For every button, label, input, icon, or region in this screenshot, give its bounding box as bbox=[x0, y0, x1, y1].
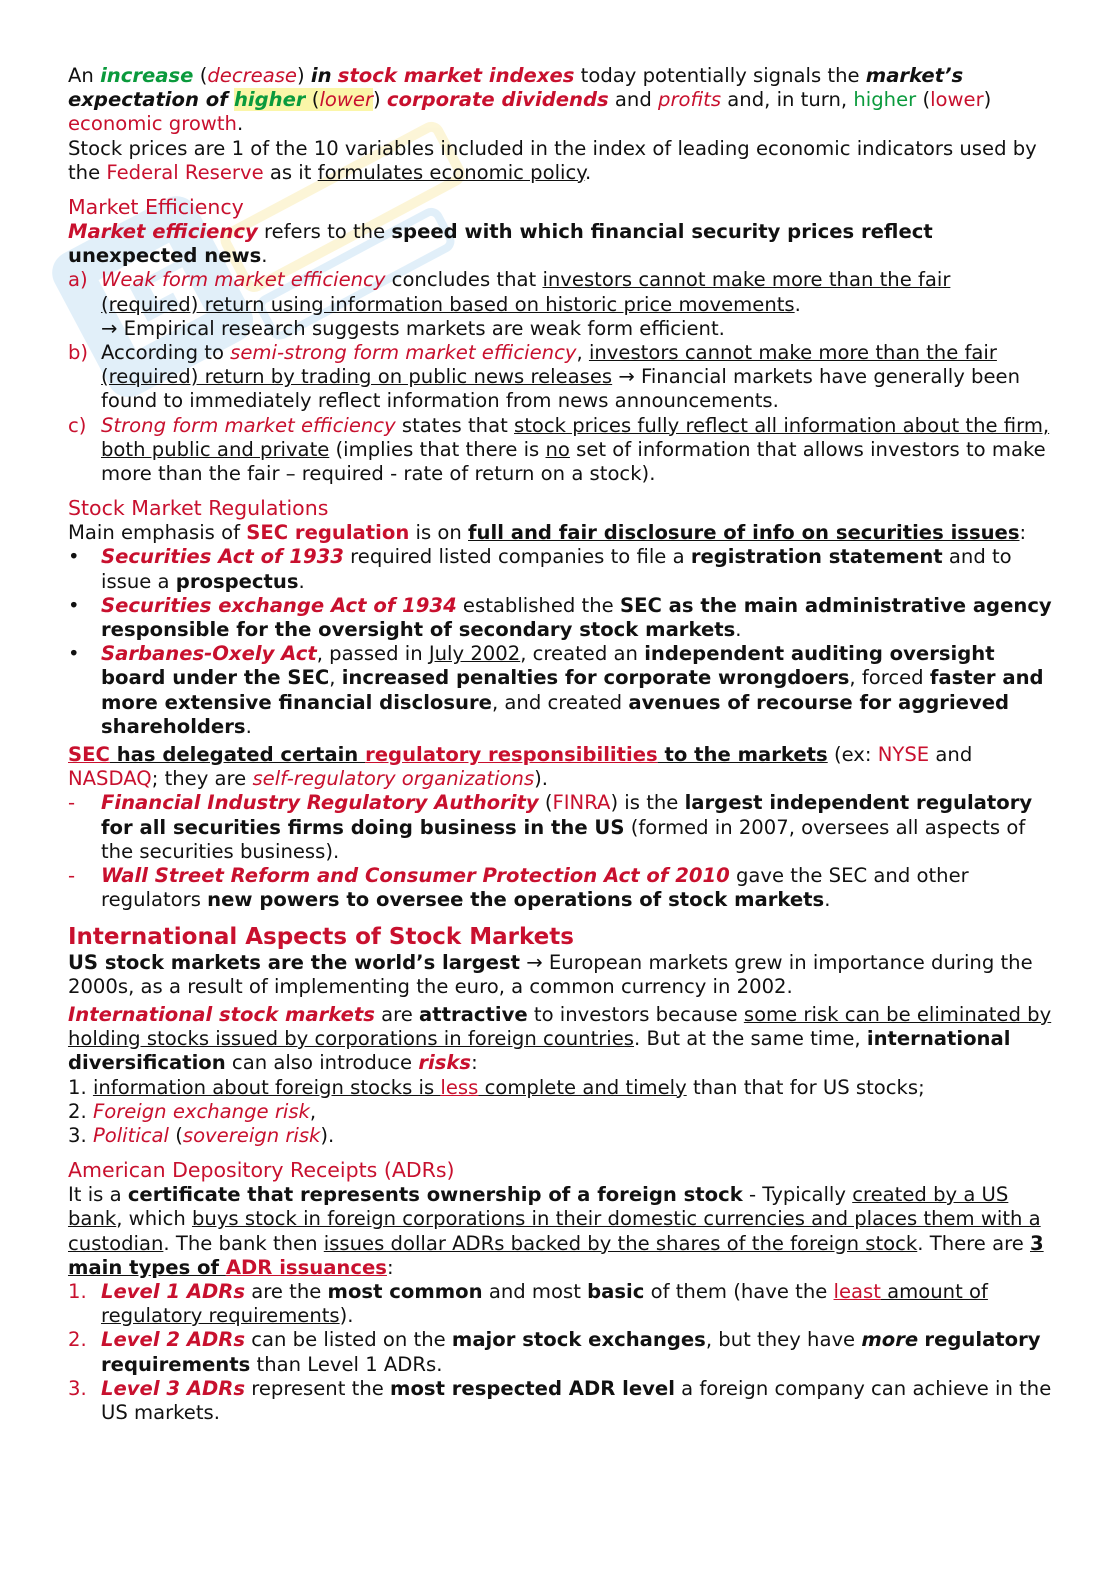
regulations-intro: Main emphasis of SEC regulation is on full and fair disclosure of info on securities issues: bbox=[68, 521, 1027, 545]
corporate-dividends-term: corporate dividends bbox=[386, 88, 609, 112]
list-item: a) Weak form market efficiency concludes that investors cannot make more than the fair (required) return using information based on historic price movements. → Empirical research suggests markets are weak form efficient. bbox=[68, 268, 951, 340]
sec-delegation-paragraph: SEC has delegated certain regulatory responsibilities to the markets (ex: NYSE and NASDAQ; they are self-regulatory organizations). bbox=[68, 743, 973, 791]
paragraph-stock-indexes: An increase (decrease) in stock market indexes today potentially signals the market’s expectation of higher (lower) corporate dividends and profits and, in turn, higher (lower) economic growth. bbox=[68, 64, 992, 136]
heading-stock-market-regulations: Stock Market Regulations bbox=[68, 496, 329, 521]
risk-item-3: 3. Political (sovereign risk). bbox=[68, 1123, 335, 1147]
stock-market-indexes-term: stock market indexes bbox=[337, 64, 575, 87]
decrease-term: decrease bbox=[207, 64, 297, 87]
regulators-dash-list bbox=[68, 791, 1053, 912]
list-item: - Financial Industry Regulatory Authority (FINRA) is the largest independent regulatory for all securities firms doing business in the US (formed in 2007, oversees all aspects of the securities business). bbox=[68, 791, 1033, 863]
regulations-bullet-list bbox=[68, 545, 1053, 739]
international-attractive-paragraph: International stock markets are attractive to investors because some risk can be eliminated by holding stocks issued by corporations in foreign countries. But at the same time, international diversification can also introduce risks: bbox=[68, 1002, 1052, 1075]
lower-term: lower bbox=[319, 88, 374, 112]
heading-adrs: American Depository Receipts (ADRs) bbox=[68, 1158, 455, 1183]
document-page bbox=[68, 64, 1053, 1425]
adr-definition-paragraph: It is a certificate that represents ownership of a foreign stock - Typically created by a US bank, which buys stock in foreign corporations in their domestic currencies and places them with a custodian. The bank then issues dollar ADRs backed by the shares of the foreign stock. There are 3 main types of ADR issuances: bbox=[68, 1183, 1044, 1279]
economic-growth-term: economic growth bbox=[68, 112, 237, 136]
list-item: - Wall Street Reform and Consumer Protection Act of 2010 gave the SEC and other regulators new powers to oversee the operations of stock markets. bbox=[68, 864, 969, 912]
heading-market-efficiency: Market Efficiency bbox=[68, 195, 244, 220]
heading-international-aspects: International Aspects of Stock Markets bbox=[68, 923, 574, 950]
federal-reserve-term: Federal Reserve bbox=[106, 160, 264, 184]
list-item: 2. Level 2 ADRs can be listed on the major stock exchanges, but they have more regulatory requirements than Level 1 ADRs. bbox=[68, 1328, 1041, 1376]
list-item: • Securities Act of 1933 required listed companies to file a registration statement and to issue a prospectus. bbox=[68, 545, 1012, 593]
efficiency-forms-list bbox=[68, 268, 1053, 486]
list-item: • Securities exchange Act of 1934 established the SEC as the main administrative agency responsible for the oversight of secondary stock markets. bbox=[68, 593, 1052, 642]
list-item: b) According to semi-strong form market efficiency, investors cannot make more than the fair (required) return by trading on public news releases → Financial markets have generally been found to immediately reflect information from news announcements. bbox=[68, 341, 1021, 413]
higher-term: higher bbox=[233, 88, 306, 112]
risk-item-1: 1. information about foreign stocks is less complete and timely than that for US stocks; bbox=[68, 1075, 925, 1099]
profits-term: profits bbox=[658, 88, 722, 112]
adr-levels-list bbox=[68, 1280, 1053, 1425]
list-item: 3. Level 3 ADRs represent the most respected ADR level a foreign company can achieve in the US markets. bbox=[68, 1376, 1052, 1424]
list-item: • Sarbanes-Oxely Act, passed in July 2002, created an independent auditing oversight board under the SEC, increased penalties for corporate wrongdoers, forced faster and more extensive financial disclosure, and created avenues of recourse for aggrieved shareholders. bbox=[68, 642, 1044, 738]
list-item: c) Strong form market efficiency states that stock prices fully reflect all information about the firm, both public and private (implies that there is no set of information that allows investors to make more than the fair – required - rate of return on a stock). bbox=[68, 413, 1050, 486]
risk-item-2: 2. Foreign exchange risk, bbox=[68, 1099, 317, 1123]
international-largest-paragraph: US stock markets are the world’s largest → European markets grew in importance during the 2000s, as a result of implementing the euro, a common currency in 2002. bbox=[68, 950, 1033, 998]
increase-term: increase bbox=[100, 64, 194, 87]
market-efficiency-definition: Market efficiency refers to the speed with which financial security prices reflect unexpected news. bbox=[68, 220, 933, 268]
paragraph-leading-indicators: Stock prices are 1 of the 10 variables included in the index of leading economic indicators used by the Federal Reserve as it formulates economic policy. bbox=[68, 136, 1037, 184]
list-item: 1. Level 1 ADRs are the most common and most basic of them (have the least amount of regulatory requirements). bbox=[68, 1279, 988, 1328]
